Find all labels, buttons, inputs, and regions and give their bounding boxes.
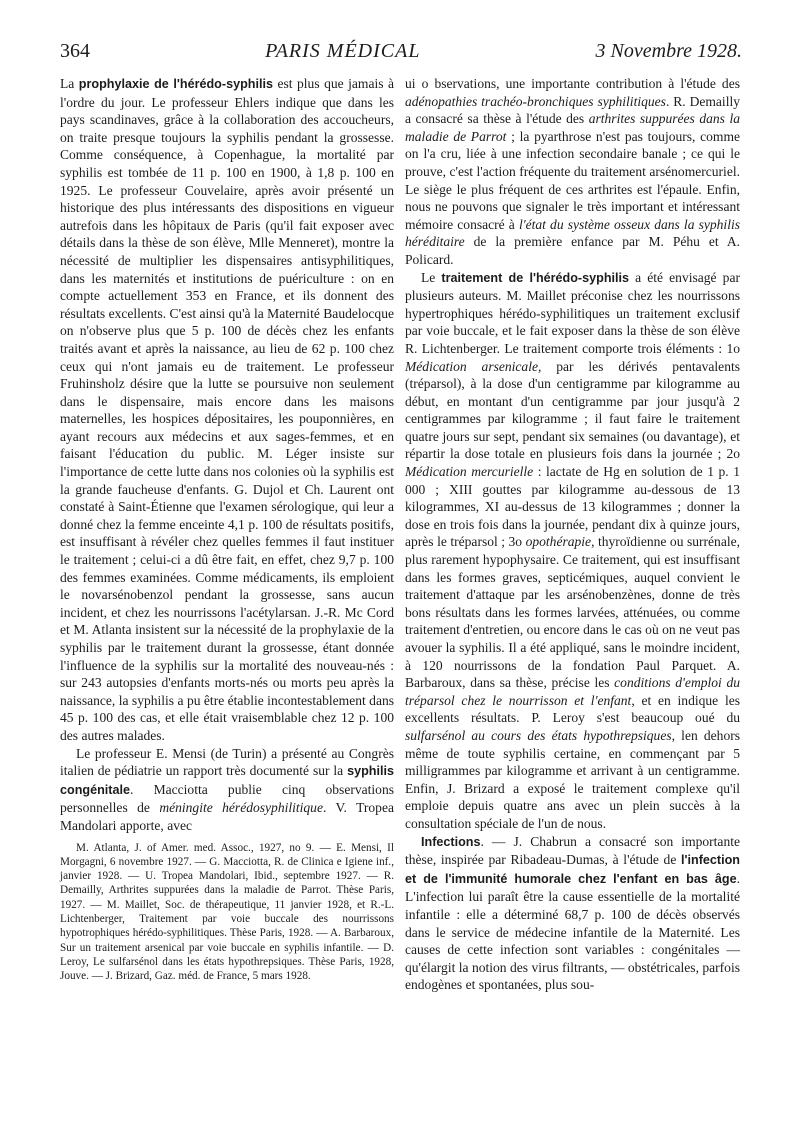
- page-header: [60, 40, 742, 72]
- italic-term: opothérapie: [525, 534, 592, 550]
- italic-term: conditions d'emploi du tréparsol chez le nourrisson et l'enfant: [405, 675, 740, 708]
- italic-term: méningite hérédosyphilitique: [159, 800, 323, 816]
- italic-term: arthrites suppurées dans la maladie de Parrot: [405, 111, 740, 144]
- italic-term: adénopathies trachéo-bronchiques syphilitiques: [405, 93, 666, 109]
- issue-date: 3 Novembre 1928.: [595, 40, 742, 62]
- italic-term: Médication mercurielle: [405, 464, 534, 480]
- bold-term: syphilis congénitale: [60, 764, 394, 797]
- paragraph-prophylaxie: La prophylaxie de l'hérédo-syphilis est plus que jamais à l'ordre du jour. Le professeur Ehlers indique que dans les pays scandinaves, grâce à la collaboration des accoucheurs, on traite presque toujours la syphilis pendant la grossesse. Comme conséquence, à Copenhague, la mortalité par syphilis est tombée de 11 p. 100 en 1900, à 1,8 p. 100 en 1925. Le professeur Couvelaire, après avoir présenté un historique des plus intéressants des dispositions en vigueur autrefois dans les hôpitaux de Paris (qu'il fait exposer avec détails dans la thèse de son élève, Mlle Menneret), montre la nécessité de multiplier les dispensaires antisyphilitiques, dans les maternités et institutions de puériculture : on en compte actuellement 353 en France, et ils donnent des résultats excellents. C'est ainsi qu'à la Maternité Baudelocque on n'observe plus que 5 p. 100 de décès chez les enfants traités avant et après la naissance, au lieu de 62 p. 100 chez ceux qui n'ont jamais eu de traitement. Le professeur Fruhinsholz désire que la lutte se poursuive non seulement dans le dispensaire, mais encore dans les maisons maternelles, les hospices dépositaires, les pouponnières, en ayant recours aux médecins et aux sages-femmes, et en faisant l'éducation du public. M. Léger insiste sur l'importance de cette lutte dans nos colonies où la syphilis est la grande faucheuse d'enfants. G. Dujol et Ch. Laurent ont constaté à Saint-Étienne que l'examen sérologique, qui leur a donné chez la femme enceinte 4,1 p. 100 de résultats positifs, est insuffisant à révéler chez quelles femmes il faut instituer le traitement ; celui-ci a dû être fait, en effet, chez 9,7 p. 100 des femmes examinées. Comme médicaments, ils emploient le novarsénobenzol pendant la grossesse, sans aucun incident, et chez les nourrissons l'acétylarsan. J.-R. Mc Cord et M. Atlanta insistent sur la nécessité de la prophylaxie de la syphilis par le traitement durant la grossesse, étant donnée l'influence de la syphilis sur la mortalité des nouveau-nés : sur 243 autopsies d'enfants morts-nés ou morts peu après la naissance, la syphilis a pu être établie incontestablement dans 45 p. 100 des cas, et elle était vraisemblable chez 12 p. 100 des autres malades.: [60, 76, 395, 743]
- paragraph-infections: Infections. — J. Chabrun a consacré son importante thèse, inspirée par Ribadeau-Dumas, à l'étude de l'infection et de l'immunité humorale chez l'enfant en bas âge. L'infection lui paraît être la cause essentielle de la mortalité infantile : elle a déterminé 68,7 p. 100 de décès observés dans le service de médecine infantile de la Maternité. Les causes de cette infection sont variables : congénitales — qu'élargit la notion des virus filtrants, — obstétricales, parfois endogènes et spontanées, plus sou-: [405, 833, 740, 993]
- journal-title: PARIS MÉDICAL: [265, 40, 421, 62]
- italic-term: l'état du système osseux dans la syphilis héréditaire: [405, 216, 740, 250]
- section-heading-infections: Infections: [421, 834, 481, 849]
- paragraph-syphilis-congenitale: Le professeur E. Mensi (de Turin) a présenté au Congrès italien de pédiatrie un rapport très documenté sur la syphilis congénitale. Macciotta publie cinq observations personnelles de méningite hérédosyphilitique. V. Tropea Mandolari apporte, avec: [60, 745, 394, 833]
- bold-term: l'infection et de l'immunité humorale chez l'enfant en bas âge: [405, 853, 740, 886]
- right-column: [405, 75, 740, 994]
- italic-term: sulfarsénol au cours des états hypothrepsiques: [405, 727, 672, 743]
- paragraph-traitement: Le traitement de l'hérédo-syphilis a été envisagé par plusieurs auteurs. M. Maillet préconise chez les nourrissons hypertrophiques hérédo-syphilitiques un traitement exclusif par voie buccale, et le fait exposer dans la thèse de son élève R. Lichtenberger. Le traitement comporte trois éléments : 1o Médication arsenicale, par les dérivés pentavalents (tréparsol), à la dose d'un centigramme par kilogramme au début, en montant d'un centigramme par jour jusqu'à 2 centigrammes par kilogramme ; il faut faire le traitement quatre jours sur sept, pendant six semaines (ou davantage), et répartir la dose totale en plusieurs fois dans la journée ; 2o Médication mercurielle : lactate de Hg en solution de 1 p. 1 000 ; XIII gouttes par kilogramme au-dessous de 13 kilogrammes, XI au-dessus de 13 kilogrammes ; donner la dose en trois fois dans la journée, pendant dix à quinze jours, après le tréparsol ; 3o opothérapie, thyroïdienne ou surrénale, plus rarement hypophysaire. Ce traitement, qui est insuffisant dans les formes graves, septicémiques, auquel convient le traitement d'attaque par les arsénobenzènes, donne de très bons résultats dans les formes larvées, atténuées, ou comme traitement d'entretien, ou encore dans le cas où on ne veut pas avouer la syphilis. Il a été appliqué, sans le moindre incident, à 120 nourrissons de la fondation Paul Parquet. A. Barbaroux, dans sa thèse, précise les conditions d'emploi du tréparsol chez le nourrisson et l'enfant, et en indique les excellents résultats. P. Leroy s'est beaucoup oué du sulfarsénol au cours des états hypothrepsiques, len dehors même de toute syphilis certaine, en commençant par 5 milligrammes par kilogramme et arrivant à un centigramme. Enfin, J. Brizard a exposé le traitement complexe qu'il emploie depuis quatre ans avec un plein succès à la consultation spéciale de l'un de nous.: [405, 269, 741, 831]
- left-column: [60, 75, 394, 984]
- footnote-references: M. Atlanta, J. of Amer. med. Assoc., 1927, no 9. — E. Mensi, Il Morgagni, 6 novembre 1927. — G. Macciotta, R. de Clinica e Igiene inf., janvier 1928. — U. Tropea Mandolari, Ibid., septembre 1927. — R. Demailly, Arthrites suppurées dans la maladie de Parrot. Thèse Paris, 1927. — M. Maillet, Soc. de thérapeutique, 11 janvier 1928, et R.-L. Lichtenberger, Traitement par voie buccale des nourrissons hypotrophiques hérédo-syphilitiques. Thèse Paris, 1928. — A. Barbaroux, Sur un traitement arsenical par voie buccale en syphilis infantile. — D. Leroy, Le sulfarsénol dans les états hypothrepsiques. Thèse Paris, 1928, Jouve. — J. Brizard, Gaz. méd. de France, 5 mars 1928.: [60, 841, 394, 983]
- paragraph-continuation: ui o bservations, une importante contribution à l'étude des adénopathies trachéo-bronchiques syphilitiques. R. Demailly a consacré sa thèse à l'étude des arthrites suppurées dans la maladie de Parrot ; la pyarthrose n'est pas toujours, comme on l'a cru, liée à une infection secondaire banale ; ce qui le prouve, c'est l'action fréquente du traitement arsénomercuriel. Le siège le plus fréquent de ces arthrites est l'épaule. Enfin, nous ne pouvons que signaler le très important et intéressant mémoire consacré à l'état du système osseux dans la syphilis héréditaire de la première enfance par M. Péhu et A. Policard.: [405, 76, 741, 267]
- italic-term: Médication arsenicale: [405, 358, 538, 374]
- page-number: 364: [60, 40, 90, 62]
- bold-term: traitement de l'hérédo-syphilis: [441, 270, 630, 285]
- bold-term: prophylaxie de l'hérédo-syphilis: [78, 77, 273, 91]
